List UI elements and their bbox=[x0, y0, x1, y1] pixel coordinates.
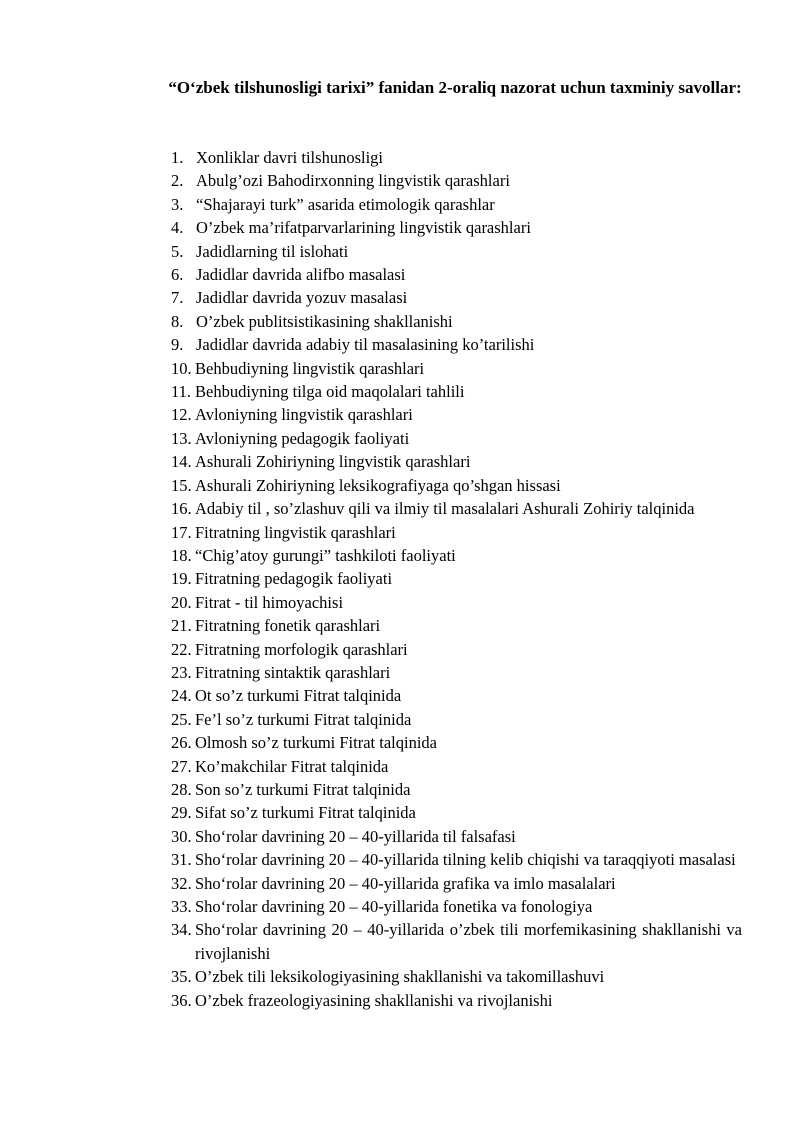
question-text: Son so’z turkumi Fitrat talqinida bbox=[195, 779, 411, 799]
question-number: 14. bbox=[171, 452, 192, 472]
question-text: Jadidlar davrida alifbo masalasi bbox=[196, 265, 406, 285]
question-number: 23. bbox=[171, 662, 192, 682]
list-item bbox=[171, 380, 742, 403]
question-text: Fitratning sintaktik qarashlari bbox=[195, 662, 391, 682]
question-text: “Chig’atoy gurungi” tashkiloti faoliyati bbox=[195, 545, 456, 565]
question-text: O’zbek frazeologiyasining shakllanishi va rivojlanishi bbox=[195, 990, 553, 1010]
list-item bbox=[171, 708, 742, 731]
question-text: Sifat so’z turkumi Fitrat talqinida bbox=[195, 803, 416, 823]
list-item bbox=[171, 591, 742, 614]
question-text: Ko’makchilar Fitrat talqinida bbox=[195, 756, 389, 776]
question-text: O’zbek ma’rifatparvarlarining lingvistik qarashlari bbox=[196, 218, 531, 238]
list-item bbox=[171, 403, 742, 426]
question-text: Ashurali Zohiriyning lingvistik qarashlari bbox=[195, 452, 471, 472]
question-text: Sho‘rolar davrining 20 – 40-yillarida til falsafasi bbox=[195, 826, 516, 846]
question-text: O’zbek tili leksikologiyasining shakllanishi va takomillashuvi bbox=[195, 967, 605, 987]
question-number: 11. bbox=[171, 382, 192, 402]
list-item bbox=[171, 263, 742, 286]
list-item bbox=[171, 895, 742, 918]
list-item bbox=[171, 240, 742, 263]
question-number: 9. bbox=[171, 335, 184, 355]
question-text: Avloniyning lingvistik qarashlari bbox=[195, 405, 413, 425]
question-number: 29. bbox=[171, 803, 192, 823]
question-number: 13. bbox=[171, 428, 192, 448]
list-item bbox=[171, 450, 742, 473]
question-text: Olmosh so’z turkumi Fitrat talqinida bbox=[195, 733, 437, 753]
question-text: Ashurali Zohiriyning leksikografiyaga qo’shgan hissasi bbox=[195, 475, 561, 495]
question-number: 3. bbox=[171, 194, 184, 214]
list-item bbox=[171, 216, 742, 239]
question-text: Jadidlarning til islohati bbox=[196, 241, 349, 261]
question-text: Fe’l so’z turkumi Fitrat talqinida bbox=[195, 709, 412, 729]
list-item bbox=[171, 661, 742, 684]
question-text: Avloniyning pedagogik faoliyati bbox=[195, 428, 410, 448]
question-number: 27. bbox=[171, 756, 192, 776]
question-number: 22. bbox=[171, 639, 192, 659]
question-number: 32. bbox=[171, 873, 192, 893]
question-number: 2. bbox=[171, 171, 184, 191]
list-item bbox=[171, 989, 742, 1012]
question-text: Sho‘rolar davrining 20 – 40-yillarida fonetika va fonologiya bbox=[195, 897, 593, 916]
question-number: 31. bbox=[171, 850, 192, 870]
list-item bbox=[171, 357, 742, 380]
list-item bbox=[171, 567, 742, 590]
question-text: Behbudiyning lingvistik qarashlari bbox=[195, 358, 425, 378]
question-number: 33. bbox=[171, 897, 192, 916]
list-item bbox=[171, 474, 742, 497]
document-title: “O‘zbek tilshunosligi tarixi” fanidan 2-oraliq nazorat uchun taxminiy savollar: bbox=[168, 78, 742, 97]
question-text: Fitratning fonetik qarashlari bbox=[195, 616, 381, 636]
list-item bbox=[171, 731, 742, 754]
question-text: Ot so’z turkumi Fitrat talqinida bbox=[195, 686, 402, 706]
list-item bbox=[171, 544, 742, 567]
question-number: 30. bbox=[171, 826, 192, 846]
question-text: Xonliklar davri tilshunosligi bbox=[196, 148, 383, 167]
question-text: Behbudiyning tilga oid maqolalari tahlili bbox=[195, 382, 465, 402]
question-text: Fitratning pedagogik faoliyati bbox=[195, 569, 393, 589]
list-item bbox=[171, 825, 742, 848]
question-number: 26. bbox=[171, 733, 192, 753]
question-list bbox=[171, 146, 742, 1012]
question-text: Jadidlar davrida adabiy til masalasining ko’tarilishi bbox=[196, 335, 535, 355]
question-number: 8. bbox=[171, 311, 184, 331]
list-item bbox=[171, 684, 742, 707]
question-number: 15. bbox=[171, 475, 192, 495]
question-number: 16. bbox=[171, 499, 192, 519]
list-item bbox=[171, 918, 742, 965]
list-item bbox=[171, 286, 742, 309]
list-item bbox=[171, 497, 742, 520]
question-text: Jadidlar davrida yozuv masalasi bbox=[196, 288, 408, 308]
list-item bbox=[171, 310, 742, 333]
question-number: 28. bbox=[171, 779, 192, 799]
question-number: 10. bbox=[171, 358, 192, 378]
question-text: Fitrat - til himoyachisi bbox=[195, 592, 344, 612]
question-number: 7. bbox=[171, 288, 184, 308]
question-text: “Shajarayi turk” asarida etimologik qarashlar bbox=[196, 194, 495, 214]
list-item bbox=[171, 169, 742, 192]
list-item bbox=[171, 614, 742, 637]
question-number: 19. bbox=[171, 569, 192, 589]
question-text: O’zbek publitsistikasining shakllanishi bbox=[196, 311, 453, 331]
question-number: 21. bbox=[171, 616, 192, 636]
list-item bbox=[171, 193, 742, 216]
list-item bbox=[171, 778, 742, 801]
question-text: Fitratning morfologik qarashlari bbox=[195, 639, 408, 659]
question-number: 6. bbox=[171, 265, 184, 285]
list-item bbox=[171, 848, 742, 871]
question-number: 18. bbox=[171, 545, 192, 565]
question-number: 34. bbox=[171, 920, 192, 940]
list-item bbox=[171, 755, 742, 778]
list-item bbox=[171, 146, 742, 169]
list-item bbox=[171, 427, 742, 450]
question-number: 24. bbox=[171, 686, 192, 706]
list-item bbox=[171, 965, 742, 988]
question-number: 1. bbox=[171, 148, 184, 167]
question-number: 20. bbox=[171, 592, 192, 612]
question-text: Adabiy til , so’zlashuv qili va ilmiy til masalalari Ashurali Zohiriy talqinida bbox=[195, 499, 695, 519]
question-number: 4. bbox=[171, 218, 184, 238]
question-number: 35. bbox=[171, 967, 192, 987]
question-number: 17. bbox=[171, 522, 192, 542]
list-item bbox=[171, 638, 742, 661]
question-text: Sho‘rolar davrining 20 – 40-yillarida o’zbek tili morfemikasining shakllanishi va rivojlanishi bbox=[195, 920, 742, 963]
question-text: Abulg’ozi Bahodirxonning lingvistik qarashlari bbox=[196, 171, 510, 191]
question-text: Sho‘rolar davrining 20 – 40-yillarida tilning kelib chiqishi va taraqqiyoti masalasi bbox=[195, 850, 736, 870]
question-text: Fitratning lingvistik qarashlari bbox=[195, 522, 396, 542]
question-number: 5. bbox=[171, 241, 184, 261]
list-item bbox=[171, 521, 742, 544]
list-item bbox=[171, 801, 742, 824]
question-number: 25. bbox=[171, 709, 192, 729]
list-item bbox=[171, 333, 742, 356]
question-number: 36. bbox=[171, 990, 192, 1010]
question-number: 12. bbox=[171, 405, 192, 425]
question-text: Sho‘rolar davrining 20 – 40-yillarida grafika va imlo masalalari bbox=[195, 873, 616, 893]
list-item bbox=[171, 872, 742, 895]
